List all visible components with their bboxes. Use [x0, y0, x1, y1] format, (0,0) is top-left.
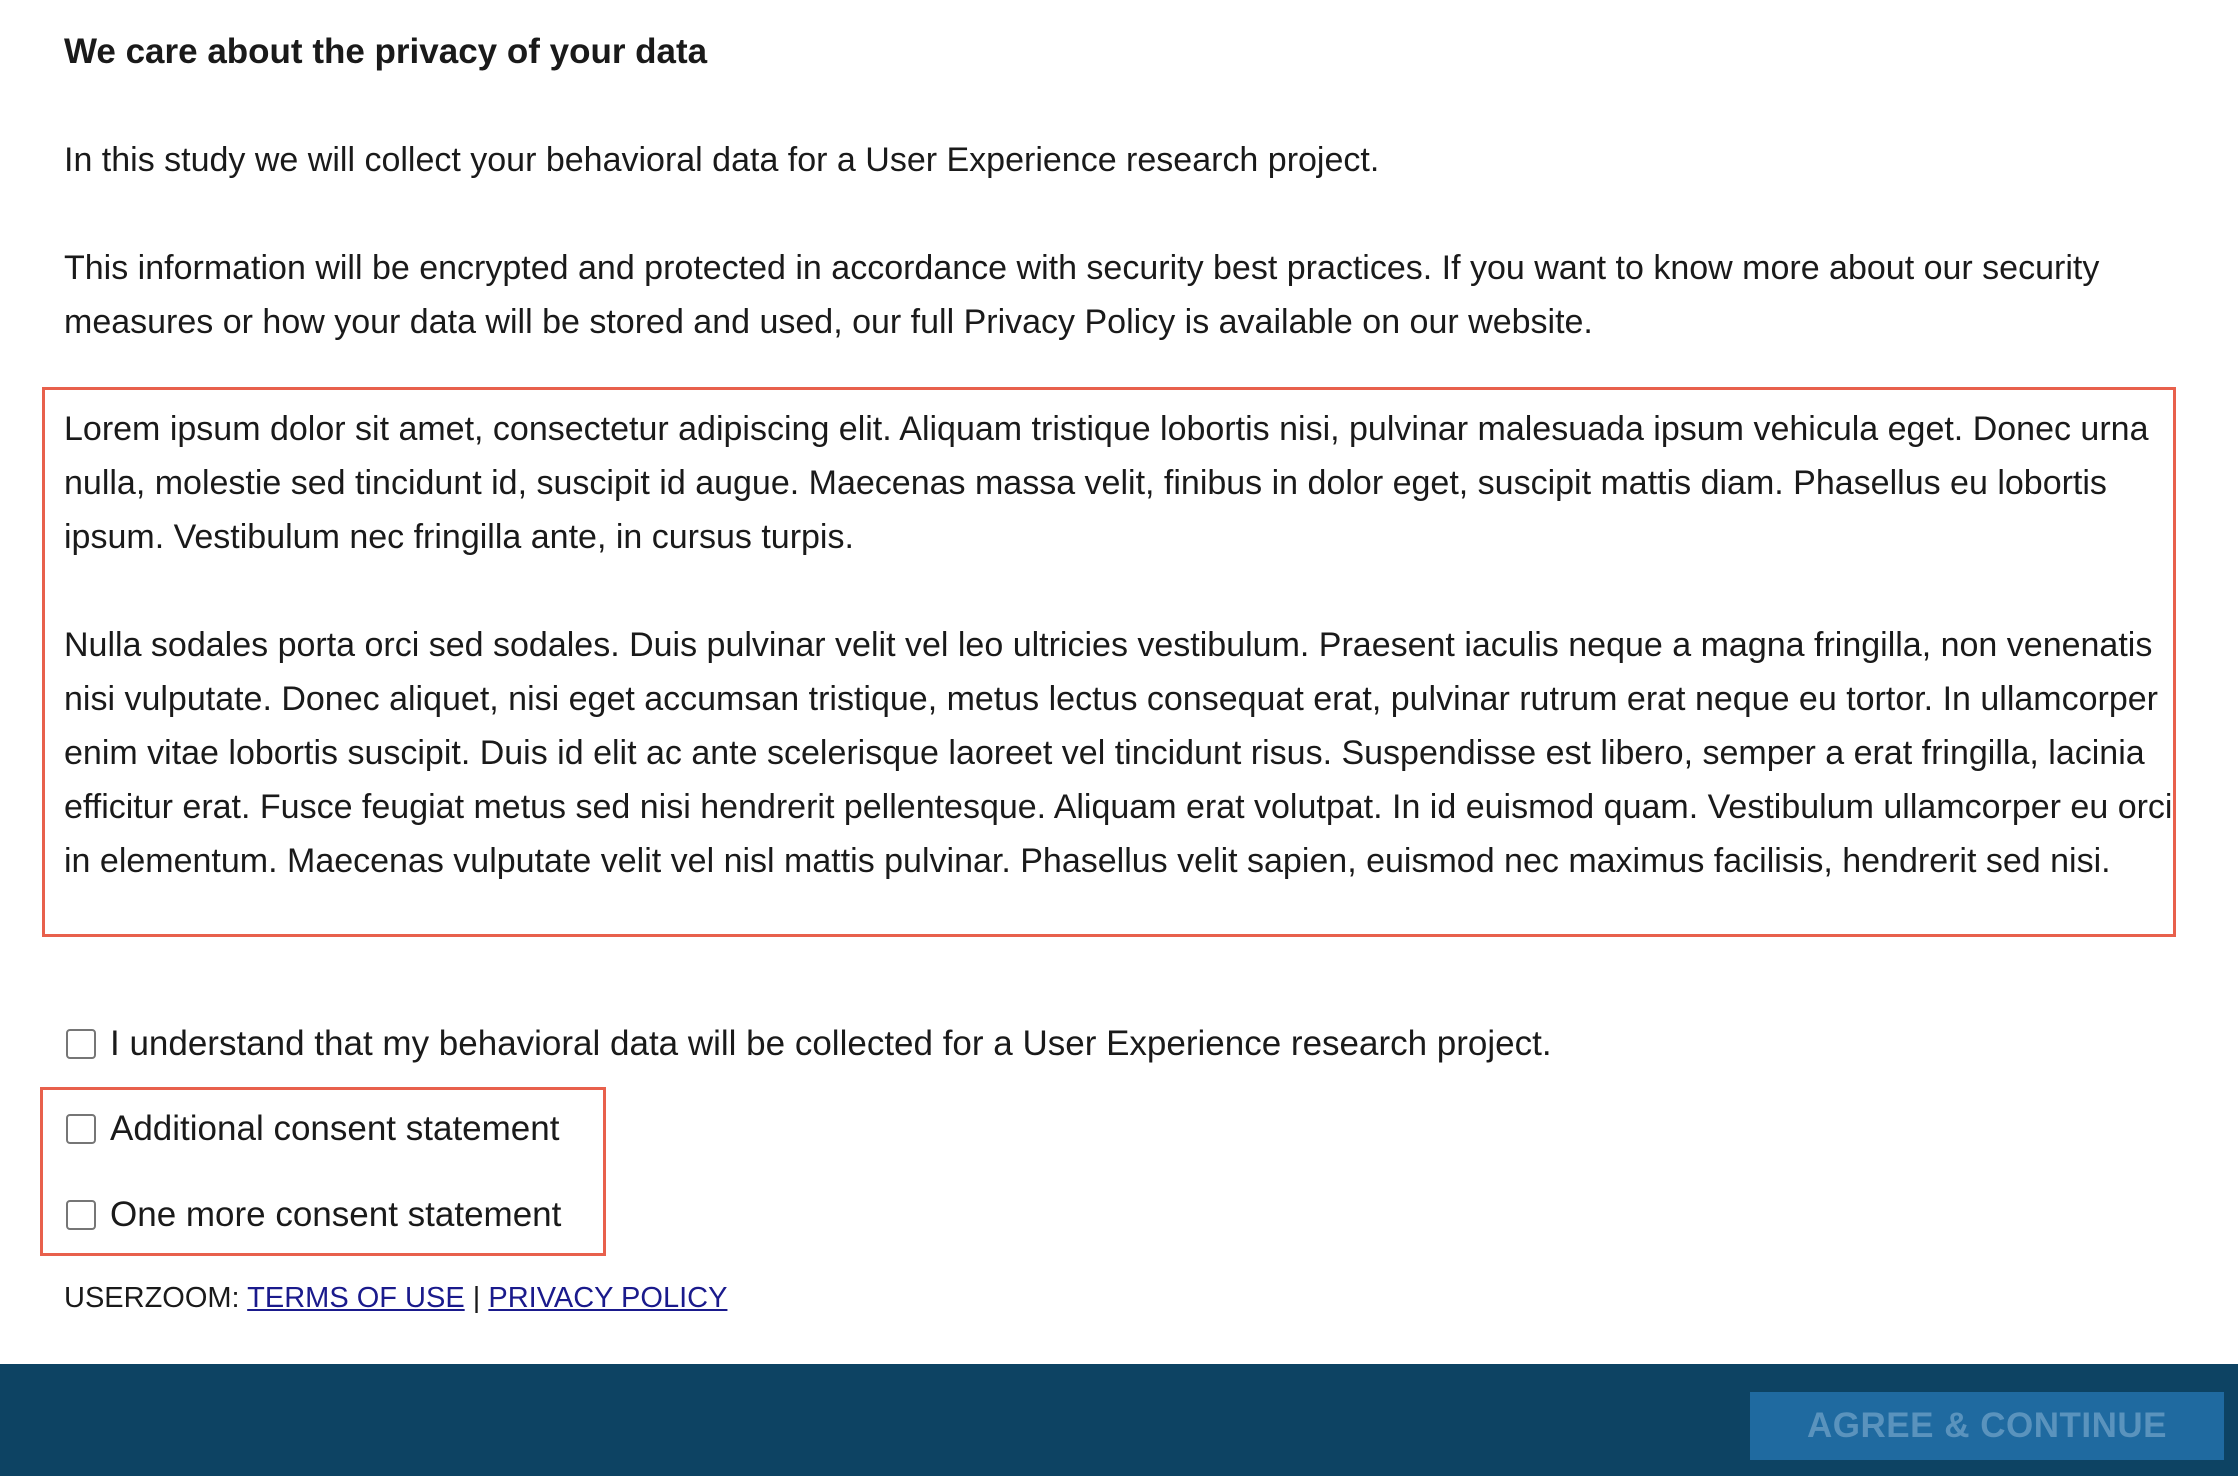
footer-links	[64, 1278, 727, 1318]
consent-additional-checkbox[interactable]	[66, 1114, 96, 1144]
custom-text-paragraph-2: Nulla sodales porta orci sed sodales. Duis pulvinar velit vel leo ultricies vestibulum. Praesent iaculis neque a magna fringilla, non venenatis nisi vulputate. Donec aliquet, nisi eget accumsan tristique, metus lectus consequat erat, pulvinar rutrum erat neque eu tortor. In ullamcorper enim vitae lobortis suscipit. Duis id elit ac ante scelerisque laoreet vel tincidunt risus. Suspendisse est libero, semper a erat fringilla, lacinia efficitur erat. Fusce feugiat metus sed nisi hendrerit pellentesque. Aliquam erat volutpat. In id euismod quam. Vestibulum ullamcorper eu orci in elementum. Maecenas vulputate velit vel nisl mattis pulvinar. Phasellus velit sapien, euismod nec maximus facilisis, hendrerit sed nisi.	[64, 626, 2173, 880]
consent-main-label: I understand that my behavioral data will be collected for a User Experience research project.	[110, 1024, 1552, 1063]
consent-one-more-label: One more consent statement	[110, 1195, 562, 1234]
consent-main-checkbox[interactable]	[66, 1029, 96, 1059]
intro-paragraph-2: This information will be encrypted and protected in accordance with security best practices. If you want to know more about our security measures or how your data will be stored and used, our full Privacy Policy is available on our website.	[64, 249, 2100, 341]
consent-additional-label: Additional consent statement	[110, 1109, 560, 1148]
consent-additional[interactable]	[66, 1101, 559, 1157]
page-title: We care about the privacy of your data	[64, 32, 708, 71]
consent-one-more-checkbox[interactable]	[66, 1200, 96, 1230]
custom-text-paragraph-1: Lorem ipsum dolor sit amet, consectetur adipiscing elit. Aliquam tristique lobortis nisi, pulvinar malesuada ipsum vehicula eget. Donec urna nulla, molestie sed tincidunt id, suscipit id augue. Maecenas massa velit, finibus in dolor eget, suscipit mattis diam. Phasellus eu lobortis ipsum. Vestibulum nec fringilla ante, in cursus turpis.	[64, 410, 2149, 556]
footer-brand: USERZOOM:	[64, 1282, 240, 1314]
terms-of-use-link[interactable]: TERMS OF USE	[247, 1282, 465, 1314]
footer-separator: |	[472, 1282, 481, 1314]
agree-continue-button[interactable]: AGREE & CONTINUE	[1750, 1392, 2224, 1460]
privacy-policy-link[interactable]: PRIVACY POLICY	[488, 1282, 728, 1314]
intro-paragraph-1: In this study we will collect your behavioral data for a User Experience research project.	[64, 141, 1380, 179]
consent-one-more[interactable]	[66, 1187, 561, 1243]
bottom-action-bar	[0, 1364, 2238, 1476]
consent-main[interactable]	[66, 1016, 1552, 1072]
